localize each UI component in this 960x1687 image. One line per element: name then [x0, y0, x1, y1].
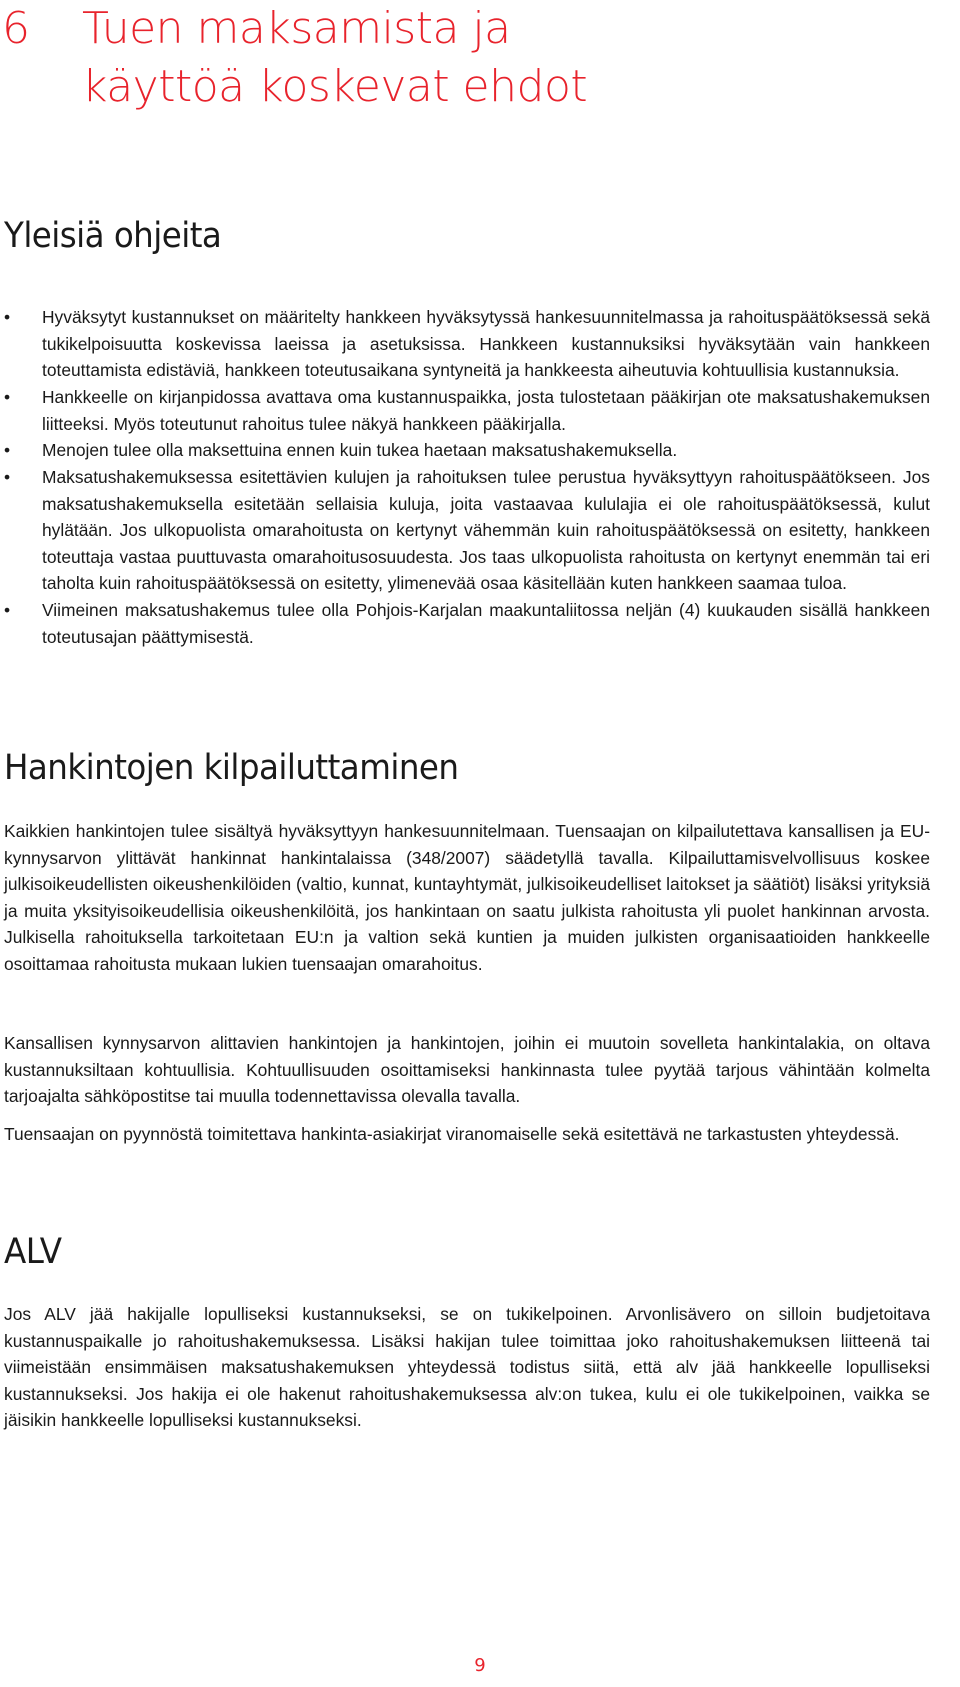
bullet-icon: •: [4, 387, 11, 407]
list-item-text: Hyväksytyt kustannukset on määritelty hankkeen hyväksytyssä hankesuunnitelmassa ja rahoituspäätöksessä sekä tukikelpoisuutta koskevissa laeissa ja asetuksissa. Hankkeen kustannuksiksi hyväksytään vain hankkeen toteuttamista edistäviä, hankkeen toteutusaikana syntyneitä ja hankkeesta aiheutuvia kohtuullisia kustannuksia.: [42, 307, 930, 381]
bullet-icon: •: [4, 440, 11, 460]
section-heading-general: Yleisiä ohjeita: [4, 216, 222, 256]
section-heading-procurement: Hankintojen kilpailuttaminen: [4, 748, 459, 788]
list-item: [0, 464, 930, 597]
page-number: 9: [474, 1655, 486, 1676]
chapter-title-line-1: Tuen maksamista ja: [82, 3, 511, 54]
chapter-number: 6: [2, 3, 30, 54]
general-guidelines-list: [0, 304, 960, 650]
procurement-paragraph-3: Tuensaajan on pyynnöstä toimitettava hankinta-asiakirjat viranomaiselle sekä esitettävä ne tarkastusten yhteydessä.: [4, 1124, 900, 1144]
chapter-title: [82, 0, 902, 116]
list-item-text: Menojen tulee olla maksettuina ennen kuin tukea haetaan maksatushakemuksella.: [42, 440, 678, 460]
list-item: [0, 437, 930, 464]
list-item: [0, 597, 930, 650]
alv-paragraph: Jos ALV jää hakijalle lopulliseksi kustannukseksi, se on tukikelpoinen. Arvonlisävero on silloin budjetoitava kustannuspaikalle jo rahoitushakemuksessa. Lisäksi hakijan tulee toimittaa joko rahoitushakemuksen liitteenä tai viimeistään ensimmäisen maksatushakemuksen yhteydessä todistus siitä, että alv jää hankkeelle lopulliseksi kustannukseksi. Jos hakija ei ole hakenut rahoitushakemuksessa alv:on tukea, kulu ei ole tukikelpoinen, vaikka se jäisikin hankkeelle lopulliseksi kustannukseksi.: [4, 1304, 930, 1431]
bullet-icon: •: [4, 307, 11, 327]
list-item-text: Hankkeelle on kirjanpidossa avattava oma kustannuspaikka, josta tulostetaan pääkirjan ote maksatushakemuksen liitteeksi. Myös toteutunut rahoitus tulee näkyä hankkeen pääkirjalla.: [42, 387, 930, 434]
section-heading-alv: ALV: [4, 1232, 62, 1272]
chapter-title-line-2: käyttöä koskevat ehdot: [82, 61, 588, 112]
procurement-paragraph-2: Kansallisen kynnysarvon alittavien hankintojen ja hankintojen, joihin ei muutoin sovelleta hankintalakia, on oltava kustannuksiltaan kohtuullisia. Kohtuullisuuden osoittamiseksi hankinnasta tulee pyytää tarjous vähintään kolmelta tarjoajalta sähköpostitse tai muulla todennettavissa olevalla tavalla.: [4, 1033, 930, 1107]
bullet-icon: •: [4, 467, 11, 487]
list-item: [0, 304, 930, 384]
bullet-icon: •: [4, 600, 11, 620]
list-item-text: Maksatushakemuksessa esitettävien kulujen ja rahoituksen tulee perustua hyväksyttyyn rahoituspäätökseen. Jos maksatushakemuksella esitetään sellaisia kuluja, joita vastaavaa kululajia ei ole rahoituspäätöksessä, kulut hylätään. Jos ulkopuolista omarahoitusta on kertynyt vähemmän kuin rahoituspäätöksessä on esitetty, hankkeen toteuttaja vastaa puuttuvasta omarahoitusosuudesta. Jos taas ulkopuolista rahoitusta on kertynyt enemmän tai eri taholta kuin rahoituspäätöksessä on esitetty, ylimenevää osaa käsitellään kuten hankkeen saamaa tuloa.: [42, 467, 930, 594]
procurement-paragraph-1: Kaikkien hankintojen tulee sisältyä hyväksyttyyn hankesuunnitelmaan. Tuensaajan on kilpailutettava kansallisen ja EU-kynnysarvon ylittävät hankinnat hankintalaissa (348/2007) säädetyllä tavalla. Kilpailuttamisvelvollisuus koskee julkisoikeudellisten oikeushenkilöiden (valtio, kunnat, kuntayhtymät, julkisoikeudelliset laitokset ja säätiöt) lisäksi yrityksiä ja muita yksityisoikeudellisia oikeushenkilöitä, jos hankintaan on saatu julkista rahoitusta yli puolet hankinnan arvosta. Julkisella rahoituksella tarkoitetaan EU:n ja valtion sekä kuntien ja muiden julkisten organisaatioiden hankkeelle osoittamaa rahoitusta mukaan lukien tuensaajan omarahoitus.: [4, 821, 931, 974]
list-item-text: Viimeinen maksatushakemus tulee olla Pohjois-Karjalan maakuntaliitossa neljän (4) kuukauden sisällä hankkeen toteutusajan päättymisestä.: [42, 600, 930, 647]
list-item: [0, 384, 930, 437]
